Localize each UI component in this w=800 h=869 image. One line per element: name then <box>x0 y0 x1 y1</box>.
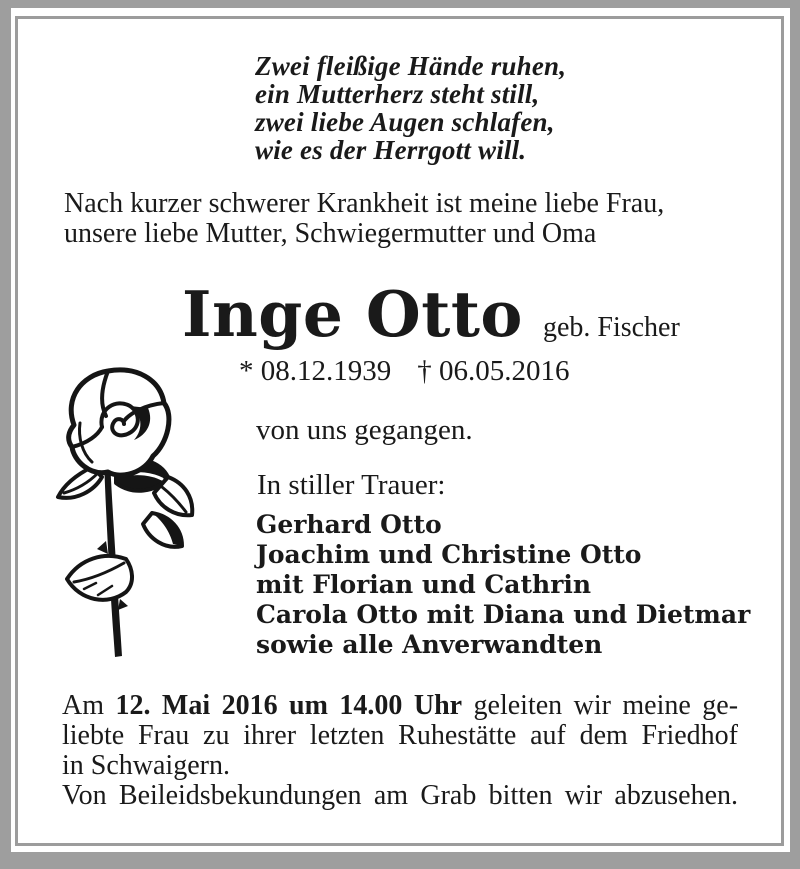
mourning-heading: In stiller Trauer: <box>257 469 446 501</box>
birth-date: * 08.12.1939 <box>239 355 392 387</box>
poem <box>255 52 566 164</box>
funeral-text: geleiten wir meine ge- <box>473 690 739 721</box>
intro-line: Nach kurzer schwerer Krankheit ist meine liebe Frau, <box>64 188 665 219</box>
funeral-line <box>62 691 738 721</box>
life-dates <box>239 355 570 388</box>
funeral-datetime: 12. Mai 2016 um 14.00 Uhr <box>115 690 463 721</box>
funeral-line: liebte Frau zu ihrer letzten Ruhestätte auf dem Friedhof <box>62 720 738 751</box>
funeral-location-line: in Schwaigern. <box>62 750 230 781</box>
mourner-line: Joachim und Christine Otto <box>256 540 642 569</box>
funeral-prefix: Am <box>62 690 104 721</box>
mourner-line: sowie alle Anverwandten <box>256 630 603 659</box>
mourner-line: Gerhard Otto <box>256 510 442 539</box>
rose-icon <box>53 363 215 663</box>
intro-paragraph <box>64 189 764 249</box>
deceased-name: Inge Otto <box>182 277 523 351</box>
farewell-line: von uns gegangen. <box>256 414 473 446</box>
poem-line: wie es der Herrgott will. <box>255 135 527 165</box>
deceased-name-row <box>182 277 680 351</box>
mourner-line: Carola Otto mit Diana und Dietmar <box>256 600 751 629</box>
poem-line: ein Mutterherz steht still, <box>255 79 540 109</box>
funeral-paragraph <box>62 691 738 811</box>
mourners-list <box>256 510 750 660</box>
maiden-name: geb. Fischer <box>542 312 680 343</box>
poem-line: Zwei fleißige Hände ruhen, <box>255 51 567 81</box>
mourner-line: mit Florian und Cathrin <box>256 570 592 599</box>
poem-line: zwei liebe Augen schlafen, <box>255 107 555 137</box>
death-date: † 06.05.2016 <box>417 355 570 387</box>
intro-line: unsere liebe Mutter, Schwiegermutter und Oma <box>64 218 597 249</box>
condolence-line: Von Beileidsbekundungen am Grab bitten wir abzusehen. <box>62 780 738 811</box>
